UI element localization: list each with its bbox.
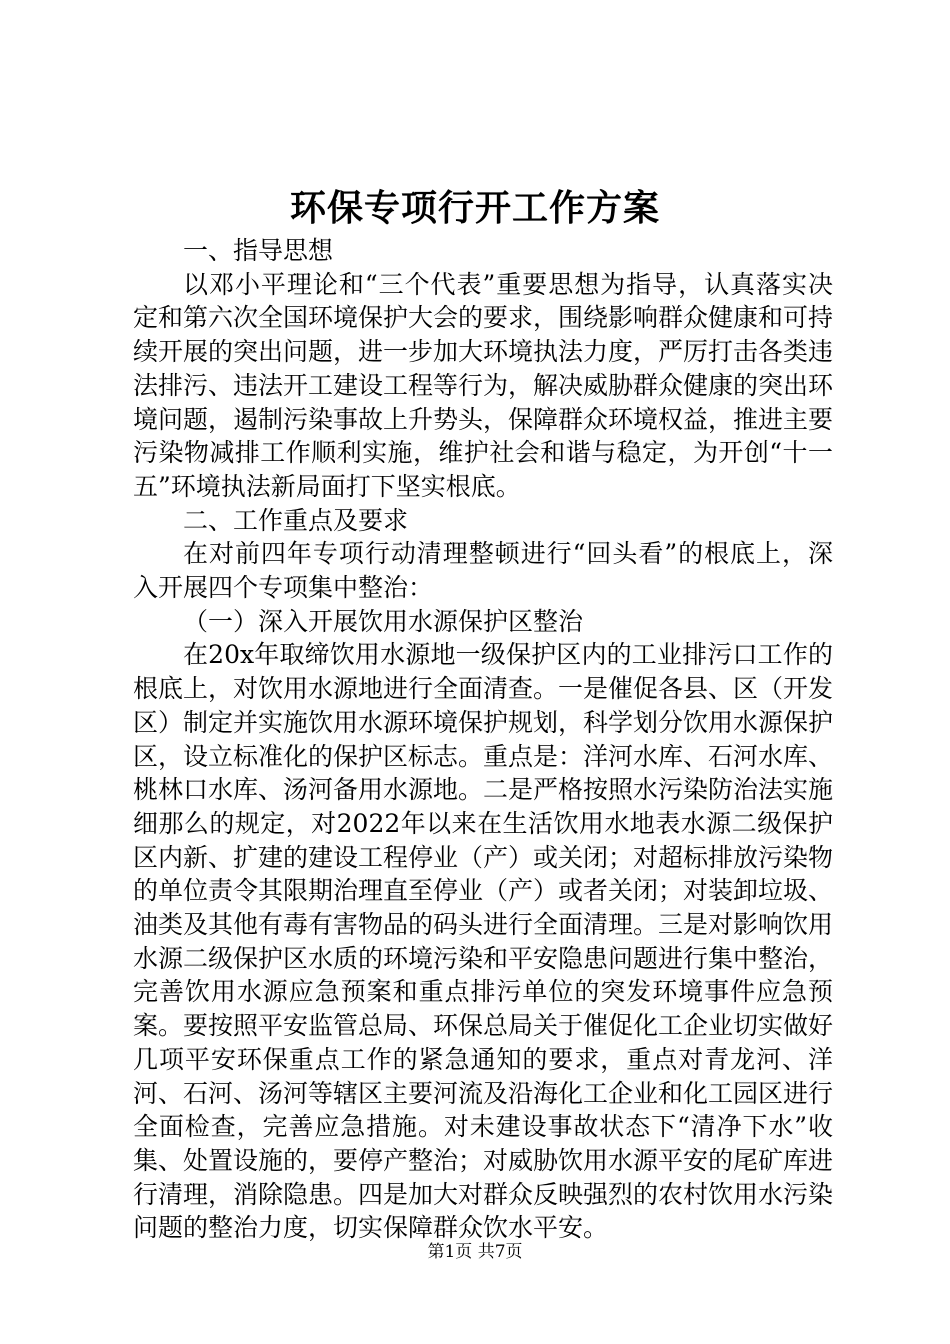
paragraph-guiding-ideology: 以邓小平理论和“三个代表”重要思想为指导，认真落实决定和第六次全国环境保护大会的要求，围绕影响群众健康和可持续开展的突出问题，进一步加大环境执法力度，严厉打击各类违法排污、违法开工建设工程等行为，解决威胁群众健康的突出环境问题，遏制污染事故上升势头，保障群众环境权益，推进主要污染物减排工作顺利实施，维护社会和谐与稳定，为开创“十一五”环境执法新局面打下坚实根底。	[133, 269, 834, 501]
subsection-heading-water-source: （一）深入开展饮用水源保护区整治	[183, 606, 584, 636]
document-body	[133, 234, 833, 1245]
section-heading-work-priorities: 二、工作重点及要求	[183, 505, 409, 535]
page-number-footer: 第1页 共7页	[427, 1242, 523, 1262]
section-heading-guiding-ideology: 一、指导思想	[183, 236, 334, 265]
paragraph-water-source-rectification: 在20x年取缔饮用水源地一级保护区内的工业排污口工作的根底上，对饮用水源地进行全面清查。一是催促各县、区（开发区）制定并实施饮用水源环境保护规划，科学划分饮用水源保护区，设立标准化的保护区标志。重点是：洋河水库、石河水库、桃林口水库、汤河备用水源地。二是严格按照水污染防治法实施细那么的规定，对2022年以来在生活饮用水地表水源二级保护区内新、扩建的建设工程停业（产）或关闭；对超标排放污染物的单位责令其限期治理直至停业（产）或者关闭；对装卸垃圾、油类及其他有毒有害物品的码头进行全面清理。三是对影响饮用水源二级保护区水质的环境污染和平安隐患问题进行集中整治，完善饮用水源应急预案和重点排污单位的突发环境事件应急预案。要按照平安监管总局、环保总局关于催促化工企业切实做好几项平安环保重点工作的紧急通知的要求，重点对青龙河、洋河、石河、汤河等辖区主要河流及沿海化工企业和化工园区进行全面检查，完善应急措施。对未建设事故状态下“清净下水”收集、处置设施的，要停产整治；对威胁饮用水源平安的尾矿库进行清理，消除隐患。四是加大对群众反映强烈的农村饮用水污染问题的整治力度，切实保障群众饮水平安。	[133, 640, 834, 1243]
paragraph-work-priorities-intro: 在对前四年专项行动清理整顿进行“回头看”的根底上，深入开展四个专项集中整治：	[133, 539, 833, 603]
document-title: 环保专项行开工作方案	[289, 187, 660, 229]
